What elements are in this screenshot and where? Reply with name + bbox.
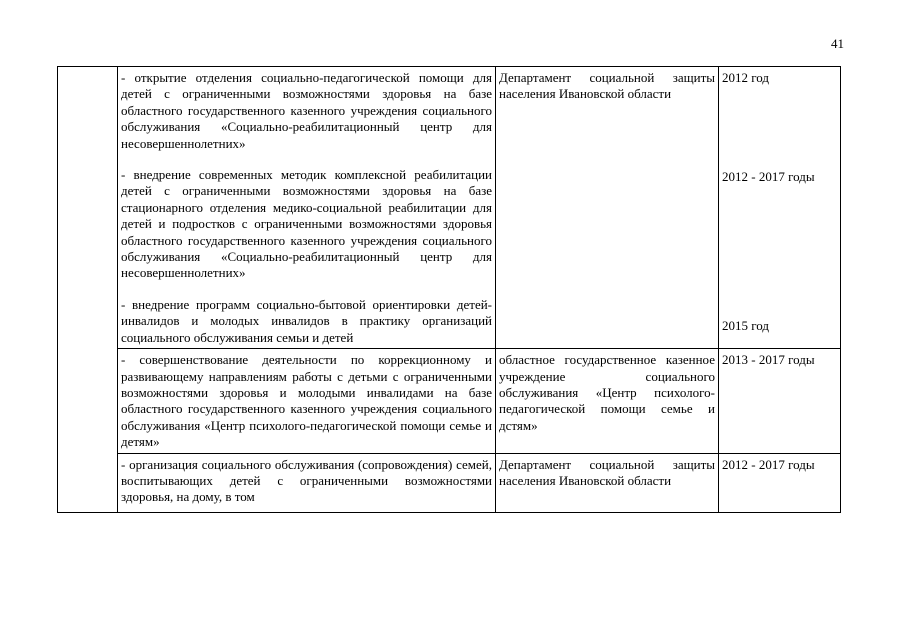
measure-item: - организация социального обслуживания (сопровождения) семей, воспитывающих детей с ограниченными возможностями здоровья, на дому, в том [121, 456, 492, 505]
term-text: 2013 - 2017 годы [722, 352, 815, 368]
term-text: 2012 - 2017 годы [722, 456, 815, 472]
term-cell [719, 67, 841, 349]
table-row [58, 349, 841, 453]
term-cell [719, 453, 841, 512]
measure-cell [118, 453, 496, 512]
measure-item: - внедрение программ социально-бытовой ориентировки детей-инвалидов и молодых инвалидов в практику организаций социального обслуживания семьи и детей [121, 296, 492, 345]
table-row [58, 453, 841, 512]
executor-cell [496, 67, 719, 349]
measure-item: - открытие отделения социально-педагогической помощи для детей с ограниченными возможностями здоровья на базе областного государственного казенного учреждения социального обслуживания «Социально-реабилитационный центр для несовершеннолетних» [121, 70, 492, 151]
executor-text: Департамент социальной защиты населения Ивановской области [499, 456, 715, 488]
term-text: 2012 год [722, 70, 769, 85]
executor-cell [496, 453, 719, 512]
measure-cell [118, 349, 496, 453]
measures-table [57, 66, 841, 513]
page-number: 41 [831, 36, 844, 51]
executor-text: Департамент социальной защиты населения Ивановской области [499, 70, 715, 102]
term-text: 2012 - 2017 годы [722, 169, 815, 185]
executor-text: областное государственное казенное учреждение социального обслуживания «Центр психолого-педагогической помощи семье и дстям» [499, 352, 715, 433]
term-cell [719, 349, 841, 453]
measure-item: - внедрение современных методик комплексной реабилитации детей с ограниченными возможностями здоровья на базе стационарного отделения медико-социальной реабилитации для детей и подростков с ограниченными возможностями здоровья областного государственного казенного учреждения социального обслуживания «Социально-реабилитационный центр для несовершеннолетних» [121, 167, 492, 281]
measure-cell [118, 67, 496, 349]
number-cell [58, 67, 118, 513]
term-text: 2015 год [722, 317, 769, 333]
executor-cell [496, 349, 719, 453]
measure-item: - совершенствование деятельности по коррекционному и развивающему направлениям работы с детьми с ограниченными возможностями здоровья и молодыми инвалидами на базе областного государственного казенного учреждения социального обслуживания «Центр психолого-педагогической помощи семье и детям» [121, 352, 492, 450]
table-row [58, 67, 841, 349]
